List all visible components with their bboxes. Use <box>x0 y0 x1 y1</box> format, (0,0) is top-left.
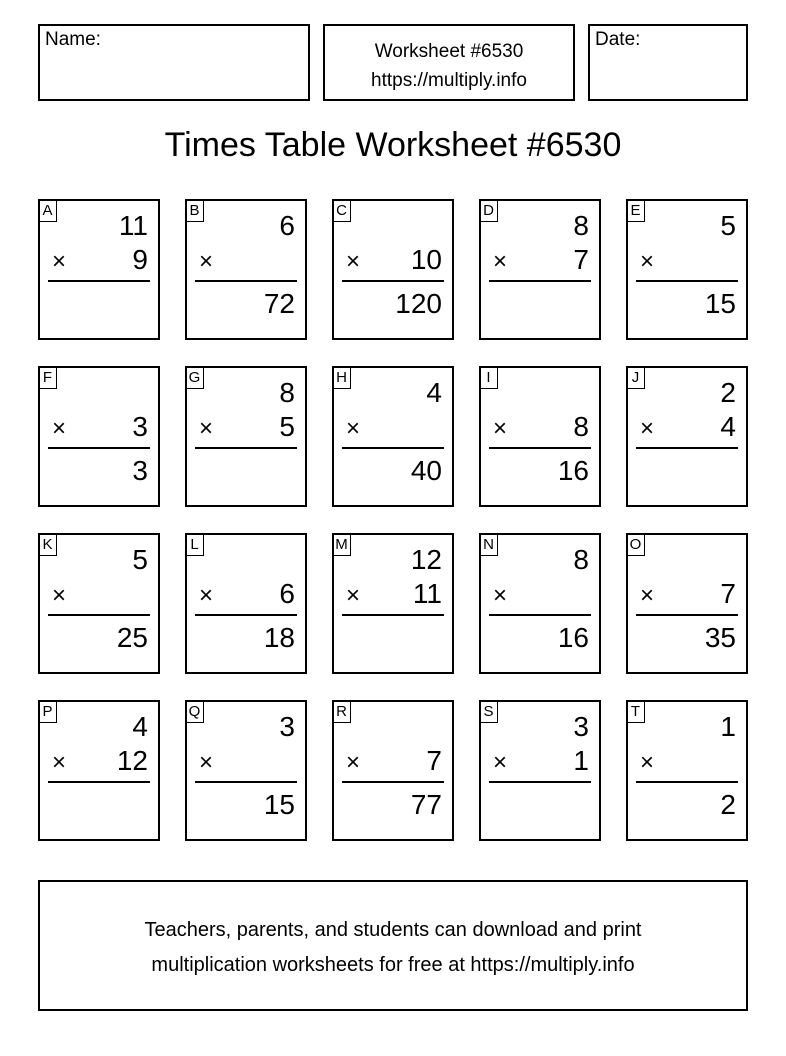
page-title: Times Table Worksheet #6530 <box>164 126 622 164</box>
bottom-factor: 12 <box>116 745 148 776</box>
times-symbol: × <box>493 749 508 776</box>
top-factor: 3 <box>279 711 295 742</box>
answer-rule <box>489 447 591 449</box>
product: 16 <box>557 455 589 486</box>
product: 35 <box>704 622 736 653</box>
problem-letter: F <box>38 366 57 389</box>
top-factor: 1 <box>720 711 736 742</box>
problem-letter: L <box>185 533 204 556</box>
answer-rule <box>636 614 738 616</box>
times-symbol: × <box>346 749 361 776</box>
bottom-factor: 6 <box>279 578 295 609</box>
times-symbol: × <box>493 248 508 275</box>
date-label: Date: <box>595 29 641 50</box>
top-factor: 5 <box>720 210 736 241</box>
problem-card-m <box>332 533 454 674</box>
problem-letter: O <box>626 533 645 556</box>
footer-line-2: multiplication worksheets for free at https://multiply.info <box>151 954 635 976</box>
times-symbol: × <box>52 749 67 776</box>
name-field-box <box>38 24 310 101</box>
problem-card-g <box>185 366 307 507</box>
bottom-factor: 3 <box>132 411 148 442</box>
answer-rule <box>48 447 150 449</box>
problem-card-h <box>332 366 454 507</box>
answer-rule <box>48 280 150 282</box>
problem-letter: B <box>185 199 204 222</box>
times-symbol: × <box>640 248 655 275</box>
product: 3 <box>132 455 148 486</box>
times-symbol: × <box>52 248 67 275</box>
problem-letter: R <box>332 700 351 723</box>
bottom-factor: 11 <box>412 578 442 609</box>
answer-rule <box>489 280 591 282</box>
top-factor: 12 <box>410 544 442 575</box>
worksheet-info-box <box>323 24 575 101</box>
product: 25 <box>116 622 148 653</box>
answer-rule <box>195 781 297 783</box>
answer-rule <box>636 781 738 783</box>
top-factor: 2 <box>720 377 736 408</box>
worksheet-number: Worksheet #6530 <box>374 41 524 62</box>
answer-rule <box>195 614 297 616</box>
top-factor: 8 <box>279 377 295 408</box>
product: 15 <box>704 288 736 319</box>
bottom-factor: 1 <box>573 745 589 776</box>
problem-card-a <box>38 199 160 340</box>
bottom-factor: 8 <box>573 411 589 442</box>
product: 18 <box>263 622 295 653</box>
bottom-factor: 4 <box>720 411 736 442</box>
bottom-factor: 7 <box>426 745 442 776</box>
problem-card-b <box>185 199 307 340</box>
answer-rule <box>342 614 444 616</box>
top-factor: 4 <box>426 377 442 408</box>
problem-letter: C <box>332 199 351 222</box>
answer-rule <box>342 447 444 449</box>
answer-rule <box>489 614 591 616</box>
top-factor: 8 <box>573 210 589 241</box>
problem-card-o <box>626 533 748 674</box>
times-symbol: × <box>640 415 655 442</box>
problem-card-c <box>332 199 454 340</box>
product: 2 <box>720 789 736 820</box>
top-factor: 8 <box>573 544 589 575</box>
top-factor: 5 <box>132 544 148 575</box>
times-symbol: × <box>199 248 214 275</box>
problem-card-j <box>626 366 748 507</box>
problem-card-q <box>185 700 307 841</box>
problem-letter: S <box>479 700 498 723</box>
times-symbol: × <box>640 749 655 776</box>
bottom-factor: 7 <box>720 578 736 609</box>
product: 120 <box>395 288 442 319</box>
problem-letter: G <box>185 366 204 389</box>
footer-line-1: Teachers, parents, and students can download and print <box>144 919 642 941</box>
problem-letter: D <box>479 199 498 222</box>
top-factor: 6 <box>279 210 295 241</box>
product: 16 <box>557 622 589 653</box>
answer-rule <box>636 447 738 449</box>
problem-letter: E <box>626 199 645 222</box>
answer-rule <box>48 614 150 616</box>
times-symbol: × <box>493 415 508 442</box>
answer-rule <box>636 280 738 282</box>
problem-card-e <box>626 199 748 340</box>
date-field-box <box>588 24 748 101</box>
answer-rule <box>195 280 297 282</box>
name-label: Name: <box>45 29 101 50</box>
problem-letter: H <box>332 366 351 389</box>
bottom-factor: 7 <box>573 244 589 275</box>
problem-letter: I <box>479 366 498 389</box>
times-symbol: × <box>640 582 655 609</box>
times-symbol: × <box>199 749 214 776</box>
times-symbol: × <box>52 415 67 442</box>
times-symbol: × <box>199 415 214 442</box>
answer-rule <box>342 280 444 282</box>
problem-card-t <box>626 700 748 841</box>
site-url: https://multiply.info <box>371 70 527 91</box>
times-symbol: × <box>346 415 361 442</box>
times-symbol: × <box>199 582 214 609</box>
top-factor: 11 <box>118 210 148 241</box>
problem-letter: N <box>479 533 498 556</box>
problem-letter: A <box>38 199 57 222</box>
problem-card-p <box>38 700 160 841</box>
problem-letter: Q <box>185 700 204 723</box>
bottom-factor: 5 <box>279 411 295 442</box>
problem-letter: J <box>626 366 645 389</box>
answer-rule <box>48 781 150 783</box>
problem-letter: K <box>38 533 57 556</box>
top-factor: 4 <box>132 711 148 742</box>
product: 40 <box>410 455 442 486</box>
problem-card-i <box>479 366 601 507</box>
problem-letter: M <box>332 533 351 556</box>
problem-letter: T <box>626 700 645 723</box>
footer-box <box>38 880 748 1011</box>
problem-card-l <box>185 533 307 674</box>
product: 72 <box>263 288 295 319</box>
times-symbol: × <box>493 582 508 609</box>
bottom-factor: 9 <box>132 244 148 275</box>
problem-card-s <box>479 700 601 841</box>
problem-card-n <box>479 533 601 674</box>
times-symbol: × <box>346 582 361 609</box>
answer-rule <box>195 447 297 449</box>
answer-rule <box>342 781 444 783</box>
problem-card-f <box>38 366 160 507</box>
product: 15 <box>263 789 295 820</box>
bottom-factor: 10 <box>410 244 442 275</box>
problem-card-r <box>332 700 454 841</box>
top-factor: 3 <box>573 711 589 742</box>
product: 77 <box>410 789 442 820</box>
times-symbol: × <box>52 582 67 609</box>
times-symbol: × <box>346 248 361 275</box>
problem-card-k <box>38 533 160 674</box>
answer-rule <box>489 781 591 783</box>
problem-letter: P <box>38 700 57 723</box>
problem-card-d <box>479 199 601 340</box>
